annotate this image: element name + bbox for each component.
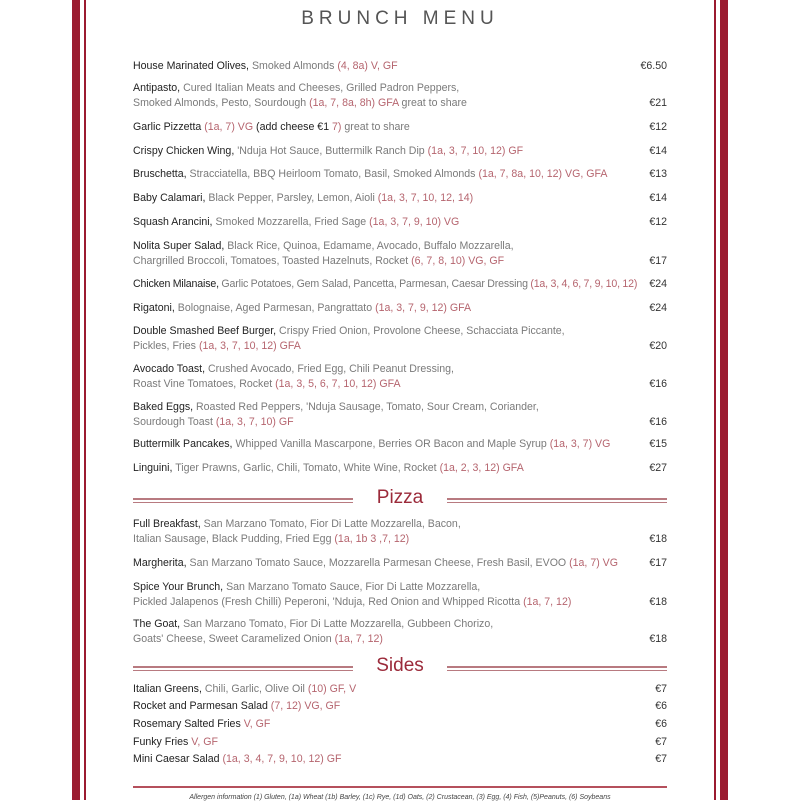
- item-line: [133, 717, 645, 732]
- brunch-menu-item: [133, 277, 667, 292]
- item-price: €18: [645, 532, 667, 547]
- item-description: Goats' Cheese, Sweet Caramelized Onion: [133, 632, 335, 645]
- item-line: [133, 339, 639, 354]
- item-name: Italian Greens,: [133, 683, 205, 695]
- allergen-codes: (1a, 3, 7, 9, 10) VG: [369, 216, 460, 228]
- item-description: Italian Sausage, Black Pudding, Fried Egg: [133, 532, 335, 545]
- item-name: Rosemary Salted Fries: [133, 718, 244, 730]
- item-description: San Marzano Tomato Sauce, Mozzarella Parmesan Cheese, Fresh Basil, EVOO: [189, 557, 570, 569]
- item-price: €24: [645, 277, 667, 292]
- item-description: Black Pepper, Parsley, Lemon, Aioli: [208, 192, 378, 204]
- item-description: Pickled Jalapenos (Fresh Chilli) Peperoni, 'Nduja, Red Onion and Whipped Ricotta: [133, 595, 524, 608]
- item-line: [133, 580, 667, 595]
- allergen-codes: (1a, 3, 7) VG: [549, 438, 611, 450]
- allergen-codes: (1a, 3, 4, 6, 7, 9, 10, 12): [530, 278, 638, 290]
- item-line: [133, 81, 667, 96]
- item-price: €6.50: [636, 59, 667, 74]
- brunch-menu-item: [133, 81, 667, 110]
- item-line: [133, 120, 639, 135]
- item-description: Chargrilled Broccoli, Tomatoes, Toasted Hazelnuts, Rocket: [133, 254, 412, 267]
- item-price: €14: [645, 191, 667, 206]
- item-name: Linguini,: [133, 462, 176, 474]
- pizza-menu-item: [133, 617, 667, 646]
- item-name: Spice Your Brunch,: [133, 581, 227, 593]
- item-name: Full Breakfast,: [133, 518, 204, 530]
- allergen-codes: (1a, 3, 7, 10, 12) GF: [427, 145, 524, 157]
- item-price: €20: [645, 339, 667, 354]
- sides-menu-item: [133, 735, 667, 750]
- item-description: San Marzano Tomato, Fior Di Latte Mozzarella, Bacon,: [203, 518, 461, 530]
- item-name: Baby Calamari,: [133, 192, 209, 204]
- item-line: [133, 96, 639, 111]
- item-description: Bolognaise, Aged Parmesan, Pangrattato: [177, 302, 376, 314]
- item-price: €18: [645, 595, 667, 610]
- item-line: [133, 191, 639, 206]
- item-description: Whipped Vanilla Mascarpone, Berries OR Bacon and Maple Syrup: [235, 438, 550, 450]
- item-price: €24: [645, 301, 667, 316]
- item-price: €7: [651, 682, 667, 697]
- sides-menu-item: [133, 682, 667, 697]
- item-line: [133, 415, 639, 430]
- brunch-menu-item: [133, 362, 667, 391]
- brunch-menu-item: [133, 144, 667, 159]
- pizza-menu-item: [133, 580, 667, 609]
- allergen-codes: (7, 12) VG, GF: [270, 700, 341, 712]
- item-description: San Marzano Tomato, Fior Di Latte Mozzarella, Gubbeen Chorizo,: [183, 618, 494, 630]
- item-name: Nolita Super Salad,: [133, 240, 228, 252]
- allergen-codes: (1a, 3, 5, 6, 7, 10, 12) GFA: [275, 377, 401, 390]
- allergen-codes: (1a, 3, 7, 9, 12) GFA: [375, 302, 472, 314]
- item-description: 'Nduja Hot Sauce, Buttermilk Ranch Dip: [237, 145, 428, 157]
- item-price: €6: [651, 717, 667, 732]
- item-name: Squash Arancini,: [133, 216, 216, 228]
- item-name: Avocado Toast,: [133, 363, 208, 375]
- item-line: [133, 167, 639, 182]
- item-line: [133, 239, 667, 254]
- item-name: Baked Eggs,: [133, 401, 197, 413]
- divider: [447, 666, 667, 671]
- allergen-codes: 7): [332, 121, 345, 133]
- section-header-sides: [133, 657, 667, 681]
- item-line: [133, 254, 639, 269]
- brunch-menu-item: [133, 324, 667, 353]
- item-price: €14: [645, 144, 667, 159]
- divider: [447, 498, 667, 503]
- item-description: Tiger Prawns, Garlic, Chili, Tomato, White Wine, Rocket: [175, 462, 440, 474]
- allergen-codes: (1a, 3, 4, 7, 9, 10, 12) GF: [222, 753, 342, 765]
- item-price: €17: [645, 254, 667, 269]
- item-line: [133, 400, 667, 415]
- item-name: Rocket and Parmesan Salad: [133, 700, 271, 712]
- allergen-codes: (1a, 7, 8a, 10, 12) VG, GFA: [478, 168, 608, 180]
- allergen-codes: (1a, 3, 7, 10, 12) GFA: [198, 339, 301, 352]
- right-border-thin: [714, 0, 716, 800]
- item-price: €12: [645, 120, 667, 135]
- pizza-menu-item: [133, 517, 667, 546]
- item-name: Antipasto,: [133, 82, 184, 94]
- item-description: Smoked Almonds, Pesto, Sourdough: [133, 96, 310, 109]
- brunch-menu-item: [133, 120, 667, 135]
- item-price: €15: [645, 437, 667, 452]
- item-description: San Marzano Tomato Sauce, Fior Di Latte Mozzarella,: [226, 581, 481, 593]
- item-price: €16: [645, 377, 667, 392]
- section-header-pizza: [133, 489, 667, 513]
- item-price: €21: [645, 96, 667, 111]
- item-name: Buttermilk Pancakes,: [133, 438, 236, 450]
- allergen-codes: (10) GF, V: [307, 683, 357, 695]
- allergen-codes: (1a, 3, 7, 10, 12, 14): [377, 192, 474, 204]
- item-line: [133, 277, 639, 292]
- item-line: [133, 144, 639, 159]
- page-title: BRUNCH MENU: [301, 8, 499, 29]
- item-line: [133, 532, 639, 547]
- allergen-codes: V, GF: [191, 736, 218, 748]
- item-name: Rigatoni,: [133, 302, 178, 314]
- brunch-menu-item: [133, 437, 667, 452]
- item-line: [133, 735, 645, 750]
- item-line: [133, 59, 630, 74]
- item-description: Crushed Avocado, Fried Egg, Chili Peanut Dressing,: [208, 363, 454, 375]
- sides-menu-item: [133, 699, 667, 714]
- item-price: €13: [645, 167, 667, 182]
- brunch-menu-item: [133, 301, 667, 316]
- brunch-menu-item: [133, 59, 667, 74]
- item-price: €7: [651, 735, 667, 750]
- brunch-menu-item: [133, 215, 667, 230]
- item-line: [133, 617, 667, 632]
- item-description: Smoked Mozzarella, Fried Sage: [215, 216, 370, 228]
- item-name: Chicken Milanaise,: [133, 278, 222, 290]
- item-line: [133, 595, 639, 610]
- item-name: Margherita,: [133, 557, 190, 569]
- item-description: Pickles, Fries: [133, 339, 199, 352]
- right-border-thick: [720, 0, 728, 800]
- item-description: Chili, Garlic, Olive Oil: [204, 683, 308, 695]
- item-price: €7: [651, 752, 667, 767]
- item-name: The Goat,: [133, 618, 184, 630]
- item-line: [133, 699, 645, 714]
- allergen-codes: (1a, 7, 12): [334, 632, 383, 645]
- item-description: Cured Italian Meats and Cheeses, Grilled Padron Peppers,: [183, 82, 460, 94]
- item-description: Stracciatella, BBQ Heirloom Tomato, Basil, Smoked Almonds: [189, 168, 479, 180]
- item-name: Garlic Pizzetta: [133, 121, 205, 133]
- item-price: €16: [645, 415, 667, 430]
- item-description: great to share: [344, 121, 410, 133]
- item-line: [133, 324, 667, 339]
- item-line: [133, 632, 639, 647]
- item-description: Black Rice, Quinoa, Edamame, Avocado, Buffalo Mozzarella,: [227, 240, 514, 252]
- allergen-codes: (1a, 7) VG: [204, 121, 257, 133]
- brunch-menu-item: [133, 191, 667, 206]
- allergen-codes: (1a, 7) VG: [569, 557, 618, 569]
- sides-menu-item: [133, 717, 667, 732]
- item-price: €12: [645, 215, 667, 230]
- allergen-info: Allergen information (1) Gluten, (1a) Wheat (1b) Barley, (1c) Rye, (1d) Oats, (2) Crustacean, (3) Egg, (4) Fish, (5)Peanuts, (6) Soybeans: [189, 794, 611, 801]
- pizza-menu-item: [133, 556, 667, 571]
- brunch-menu-item: [133, 167, 667, 182]
- left-border-thin: [84, 0, 86, 800]
- item-line: [133, 377, 639, 392]
- item-name: Mini Caesar Salad: [133, 753, 223, 765]
- section-title: Sides: [376, 655, 424, 676]
- item-name: Crispy Chicken Wing,: [133, 145, 238, 157]
- item-line: [133, 752, 645, 767]
- allergen-codes: (1a, 2, 3, 12) GFA: [439, 462, 524, 474]
- brunch-menu-item: [133, 400, 667, 429]
- item-description: Garlic Potatoes, Gem Salad, Pancetta, Parmesan, Caesar Dressing: [221, 278, 531, 290]
- allergen-codes: (1a, 7, 8a, 8h) GFA: [309, 96, 402, 109]
- left-border-thick: [72, 0, 80, 800]
- allergen-codes: (1a, 3, 7, 10) GF: [215, 415, 294, 428]
- allergen-codes: (1a, 1b 3 ,7, 12): [334, 532, 410, 545]
- item-addon: (add cheese €1: [256, 121, 333, 133]
- item-price: €17: [645, 556, 667, 571]
- allergen-codes: (1a, 7, 12): [523, 595, 572, 608]
- item-line: [133, 437, 639, 452]
- brunch-menu-item: [133, 461, 667, 476]
- item-description: Crispy Fried Onion, Provolone Cheese, Schacciata Piccante,: [279, 325, 565, 337]
- item-line: [133, 461, 639, 476]
- item-line: [133, 556, 639, 571]
- item-line: [133, 301, 639, 316]
- footer-divider: [133, 786, 667, 788]
- item-line: [133, 682, 645, 697]
- item-line: [133, 215, 639, 230]
- item-description: Roasted Red Peppers, 'Nduja Sausage, Tomato, Sour Cream, Coriander,: [196, 401, 539, 413]
- sides-menu-item: [133, 752, 667, 767]
- allergen-codes: (4, 8a) V, GF: [337, 60, 398, 72]
- item-price: €18: [645, 632, 667, 647]
- item-description: Smoked Almonds: [251, 60, 338, 72]
- item-description: Roast Vine Tomatoes, Rocket: [133, 377, 276, 390]
- item-price: €6: [651, 699, 667, 714]
- item-name: House Marinated Olives,: [133, 60, 252, 72]
- item-name: Bruschetta,: [133, 168, 190, 180]
- item-description: Sourdough Toast: [133, 415, 216, 428]
- item-description: great to share: [401, 96, 467, 109]
- item-line: [133, 362, 667, 377]
- item-price: €27: [645, 461, 667, 476]
- section-title: Pizza: [376, 487, 424, 508]
- allergen-codes: (6, 7, 8, 10) VG, GF: [411, 254, 505, 267]
- allergen-codes: V, GF: [243, 718, 271, 730]
- item-name: Double Smashed Beef Burger,: [133, 325, 280, 337]
- item-line: [133, 517, 667, 532]
- item-name: Funky Fries: [133, 736, 192, 748]
- brunch-menu-item: [133, 239, 667, 268]
